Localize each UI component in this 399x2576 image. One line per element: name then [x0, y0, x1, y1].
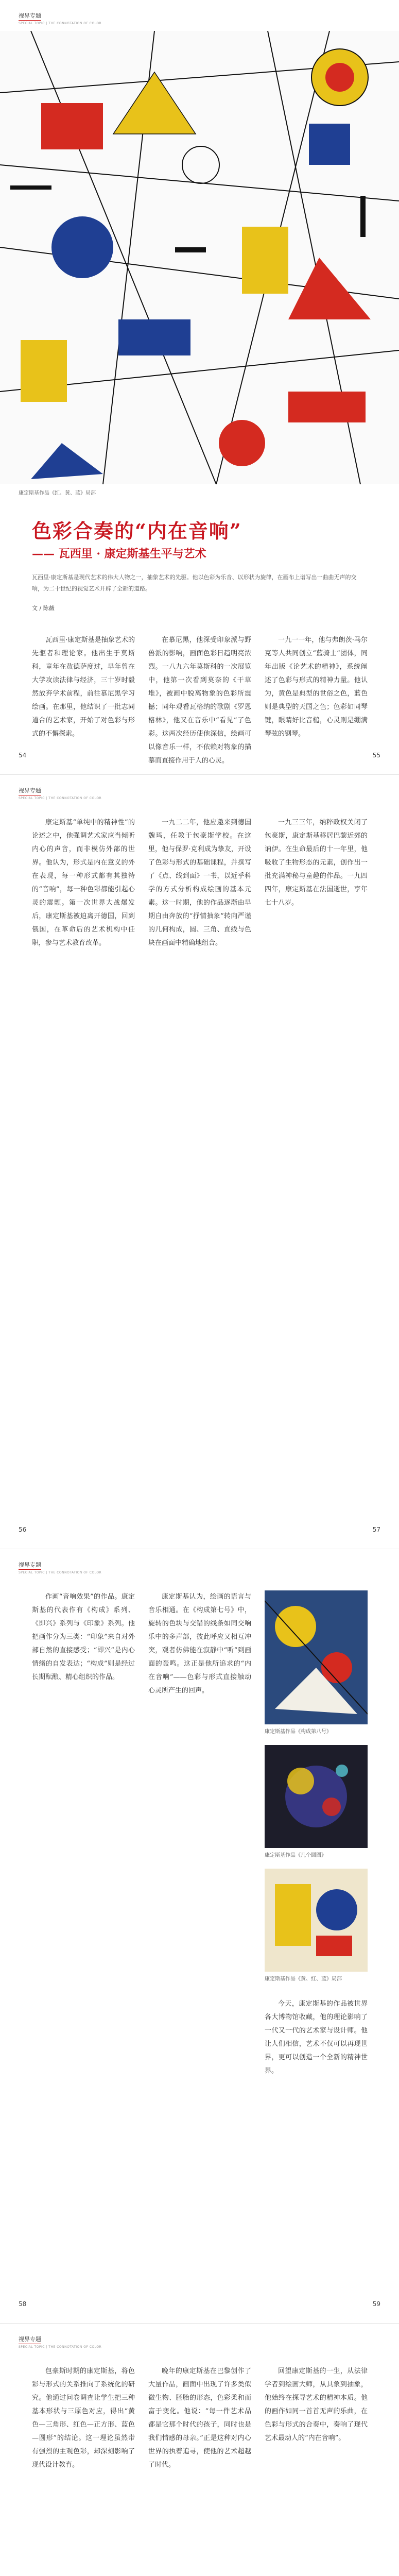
text-column-3: 一九三三年，纳粹政权关闭了包豪斯，康定斯基移居巴黎近郊的讷伊。在生命最后的十一年里，他吸收了生物形态的元素，创作出一批充满神秘与童趣的作品。一九四四年，康定斯基在法国逝世，享年七十八岁。	[265, 819, 368, 907]
spread-1	[0, 0, 399, 774]
article-title: 色彩合奏的“内在音响”	[32, 519, 242, 543]
artwork-several-circles	[265, 1745, 368, 1848]
article-subtitle: —— 瓦西里 · 康定斯基生平与艺术	[32, 547, 206, 561]
section-label-en: SPECIAL TOPIC | THE CONNOTATION OF COLOR	[19, 22, 102, 25]
text-column-3: 一九一一年，他与弗朗茨·马尔克等人共同创立“蓝骑士”团体，同年出版《论艺术的精神》，系统阐述了色彩与形式的精神力量。他认为，黄色是典型的世俗之色，蓝色则是典型的天国之色；色彩如同琴键，眼睛好比音槌，心灵则是绷满琴弦的钢琴。	[265, 636, 368, 738]
page-number-left: 54	[19, 752, 27, 759]
text-column-2: 一九二二年，他应邀来到德国魏玛，任教于包豪斯学校。在这里，他与保罗·克利成为挚友，开设了色彩与形式的基础课程，并撰写了《点、线到面》一书，以近乎科学的方式分析构成绘画的基本元素。这一时期，他的作品逐渐由早期自由奔放的“抒情抽象”转向严谨的几何构成，圆、三角、直线与色块在画面中精确地组合。	[148, 819, 251, 947]
text-column-3: 今天，康定斯基的作品被世界各大博物馆收藏，他的理论影响了一代又一代的艺术家与设计师。他让人们相信，艺术不仅可以再现世界，更可以创造一个全新的精神世界。	[265, 2000, 368, 2075]
text-column-2: 在慕尼黑，他深受印象派与野兽派的影响，画面色彩日趋明亮浓烈。一八九六年莫斯科的一次展览中，他第一次看到莫奈的《干草堆》，被画中脱离物象的色彩所震撼；同年观看瓦格纳的歌剧《罗恩格林》，他又在音乐中“看见”了色彩。这两次经历使他深信，绘画可以像音乐一样，不依赖对物象的描摹而直接作用于人的心灵。	[148, 636, 251, 765]
figure-caption: 康定斯基作品《红、黄、蓝》局部	[19, 490, 96, 496]
spread-3	[0, 1549, 399, 2323]
section-label: 视界专题	[19, 11, 41, 21]
page-number-right: 57	[372, 1526, 380, 1533]
section-header: 视界专题 SPECIAL TOPIC | THE CONNOTATION OF COLOR	[19, 787, 102, 800]
artwork-composition-8	[265, 1590, 368, 1724]
page-number-right: 55	[372, 752, 380, 759]
text-column-3: 回望康定斯基的一生，从法律学者到绘画大师，从具象到抽象，他始终在探寻艺术的精神本质。他的画作如同一首首无声的乐曲，在色彩与形式的合奏中，奏响了现代艺术最动人的“内在音响”。	[265, 2367, 368, 2442]
text-column-1: 作画“音响效果”的作品。康定斯基的代表作有《构成》系列、《即兴》系列与《印象》系列。他把画作分为三类：“印象”来自对外部自然的直接感受；“即兴”是内心情绪的自发表达；“构成”则是经过长期酝酿、精心组织的作品。	[32, 1593, 135, 1681]
section-header	[19, 11, 101, 25]
text-column-2: 康定斯基认为，绘画的语言与音乐相通。在《构成第七号》中，旋转的色块与交错的线条如同交响乐中的多声部，彼此呼应又相互冲突，观者仿佛能在寂静中“听”到画面的轰鸣。这正是他所追求的“内在音响”——色彩与形式直接触动心灵所产生的回声。	[148, 1593, 251, 1694]
text-column-1: 康定斯基“单纯中的精神性”的论述之中，他强调艺术家应当倾听内心的声音，而非模仿外部的世界。他认为，形式是内在意义的外在表现，每一种形式都有其独特的“音响”，每一种色彩都能引起心灵的震颤。第一次世界大战爆发后，康定斯基被迫离开德国，回到俄国，在革命后的艺术机构中任职，参与艺术教育改革。	[32, 819, 135, 947]
page-number-left: 56	[19, 1526, 27, 1533]
section-header: 视界专题 SPECIAL TOPIC | THE CONNOTATION OF COLOR	[19, 2336, 102, 2349]
spread-4	[0, 2323, 399, 2576]
text-column-1: 包豪斯时期的康定斯基，将色彩与形式的关系推向了系统化的研究。他通过问卷调查让学生把三种基本形状与三原色对应，得出“黄色—三角形、红色—正方形、蓝色—圆形”的结论。这一理论虽然带有强烈的主观色彩，却深刻影响了现代设计教育。	[32, 2367, 135, 2469]
text-column-1: 瓦西里·康定斯基是抽象艺术的先驱者和理论家。他出生于莫斯科，童年在敖德萨度过，早年曾在大学攻读法律与经济，三十岁时毅然放弃学术前程，前往慕尼黑学习绘画。在那里，他结识了一批志同道合的艺术家，开始了对色彩与形式的不懈探索。	[32, 636, 135, 738]
artwork-yellow-red-blue-detail	[265, 1869, 368, 1972]
spread-2	[0, 774, 399, 1549]
page-number-left: 58	[19, 2300, 27, 2308]
hero-artwork	[0, 31, 399, 484]
text-column-2: 晚年的康定斯基在巴黎创作了大量作品，画面中出现了许多类似微生物、胚胎的形态，色彩柔和而富于变化。他说：“每一件艺术品都是它那个时代的孩子，同时也是我们情感的母亲。”正是这种对内心世界的执着追寻，使他的艺术超越了时代。	[148, 2367, 251, 2469]
figure-caption-2: 康定斯基作品《几个圆圈》	[265, 1853, 326, 1858]
article-lead: 瓦西里·康定斯基是现代艺术的伟大人物之一，抽象艺术的先驱。他以色彩为乐音、以形状为旋律，在画布上谱写出一曲曲无声的交响，为二十世纪的视觉艺术开辟了全新的道路。	[32, 574, 357, 592]
section-header: 视界专题 SPECIAL TOPIC | THE CONNOTATION OF COLOR	[19, 1562, 102, 1574]
page-number-right: 59	[372, 2300, 380, 2308]
author-line: 文 / 陈薇	[32, 605, 55, 612]
figure-caption-1: 康定斯基作品《构成第八号》	[265, 1729, 332, 1735]
figure-caption-3: 康定斯基作品《黄、红、蓝》局部	[265, 1976, 342, 1982]
